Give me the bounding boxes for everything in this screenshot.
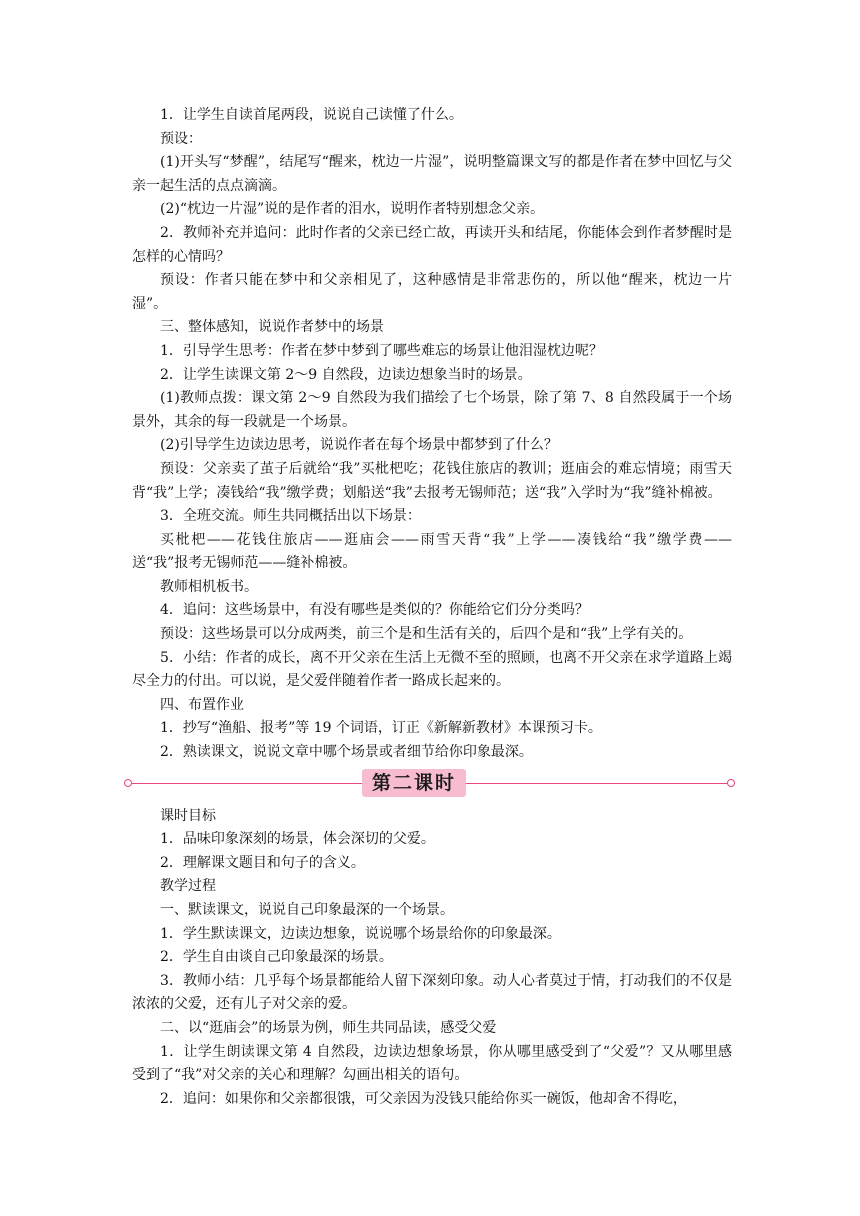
section-first-lesson [132,104,732,765]
paragraph: (1)开头写“梦醒”，结尾写“醒来，枕边一片湿”，说明整篇课文写的都是作者在梦中回忆与父亲一起生活的点点滴滴。 [132,154,732,194]
paragraph: 3．全班交流。师生共同概括出以下场景： [160,508,421,525]
paragraph: 3．教师小结：几乎每个场景都能给人留下深刻印象。动人心者莫过于情，打动我们的不仅是浓浓的父爱，还有儿子对父亲的爱。 [132,972,732,1013]
section-heading: 三、整体感知，说说作者梦中的场景 [160,319,384,336]
paragraph: 1．学生默读课文，边读边想象，说说哪个场景给你的印象最深。 [160,925,561,942]
section-heading: 二、以“逛庙会”的场景为例，师生共同品读，感受父爱 [160,1019,497,1036]
document-page [132,104,732,1111]
paragraph: 1．引导学生思考：作者在梦中梦到了哪些难忘的场景让他泪湿枕边呢？ [160,342,603,359]
paragraph: 预设： [160,130,202,147]
divider-line-left [132,783,362,784]
paragraph: 预设：父亲卖了茧子后就给“我”买枇杷吃；花钱住旅店的教训；逛庙会的难忘情境；雨雪天背“我”上学；凑钱给“我”缴学费；划船送“我”去报考无锡师范；送“我”入学时为“我”缝补棉被。 [132,460,732,501]
paragraph: 2．追问：如果你和父亲都很饿，可父亲因为没钱只能给你买一碗饭，他却舍不得吃， [160,1090,687,1107]
paragraph: 买枇杷——花钱住旅店——逛庙会——雨雪天背“我”上学——凑钱给“我”缴学费——送“我”报考无锡师范——缝补棉被。 [132,531,732,572]
divider-line-right [466,783,728,784]
lesson-title-badge: 第二课时 [362,769,466,797]
paragraph: 1．让学生自读首尾两段，说说自己读懂了什么。 [160,107,463,123]
paragraph: 2．教师补充并追问：此时作者的父亲已经亡故，再读开头和结尾，你能体会到作者梦醒时是怎样的心情吗？ [132,224,732,265]
section-second-lesson [132,805,732,1112]
divider-dot-right [727,779,735,787]
section-heading: 四、布置作业 [160,696,244,713]
paragraph: 1．让学生朗读课文第 4 自然段，边读边想象场景，你从哪里感受到了“父爱”？又从哪里感受到了“我”对父亲的关心和理解？勾画出相关的语句。 [132,1043,732,1084]
paragraph: 4．追问：这些场景中，有没有哪些是类似的？你能给它们分分类吗？ [160,602,589,619]
divider-dot-left [124,779,132,787]
paragraph: (2)“枕边一片湿”说的是作者的泪水，说明作者特别想念父亲。 [160,201,545,218]
paragraph: 2．理解课文题目和句子的含义。 [160,854,365,871]
paragraph: 教师相机板书。 [160,578,258,595]
paragraph: (1)教师点拨：课文第 2～9 自然段为我们描绘了七个场景，除了第 7、8 自然段属于一个场景外，其余的每一段就是一个场景。 [132,390,732,430]
paragraph: 5．小结：作者的成长，离不开父亲在生活上无微不至的照顾，也离不开父亲在求学道路上竭尽全力的付出。可以说，是父爱伴随着作者一路成长起来的。 [132,649,732,690]
lesson-divider [124,769,736,799]
section-heading: 课时目标 [160,807,216,824]
paragraph: 预设：这些场景可以分成两类，前三个是和生活有关的，后四个是和“我”上学有关的。 [160,626,693,643]
paragraph: 2．让学生读课文第 2～9 自然段，边读边想象当时的场景。 [160,366,532,383]
paragraph: 1．品味印象深刻的场景，体会深切的父爱。 [160,831,435,848]
section-heading: 一、默读课文，说说自己印象最深的一个场景。 [160,902,454,918]
paragraph: (2)引导学生边读边思考，说说作者在每个场景中都梦到了什么？ [160,437,558,454]
paragraph: 2．学生自由谈自己印象最深的场景。 [160,949,393,966]
paragraph: 预设：作者只能在梦中和父亲相见了，这种感情是非常悲伤的，所以他“醒来，枕边一片湿”。 [132,272,732,312]
paragraph: 2．熟读课文，说说文章中哪个场景或者细节给你印象最深。 [160,744,533,761]
paragraph: 1．抄写“渔船、报考”等 19 个词语，订正《新解新教材》本课预习卡。 [160,720,602,737]
section-heading: 教学过程 [160,878,216,895]
